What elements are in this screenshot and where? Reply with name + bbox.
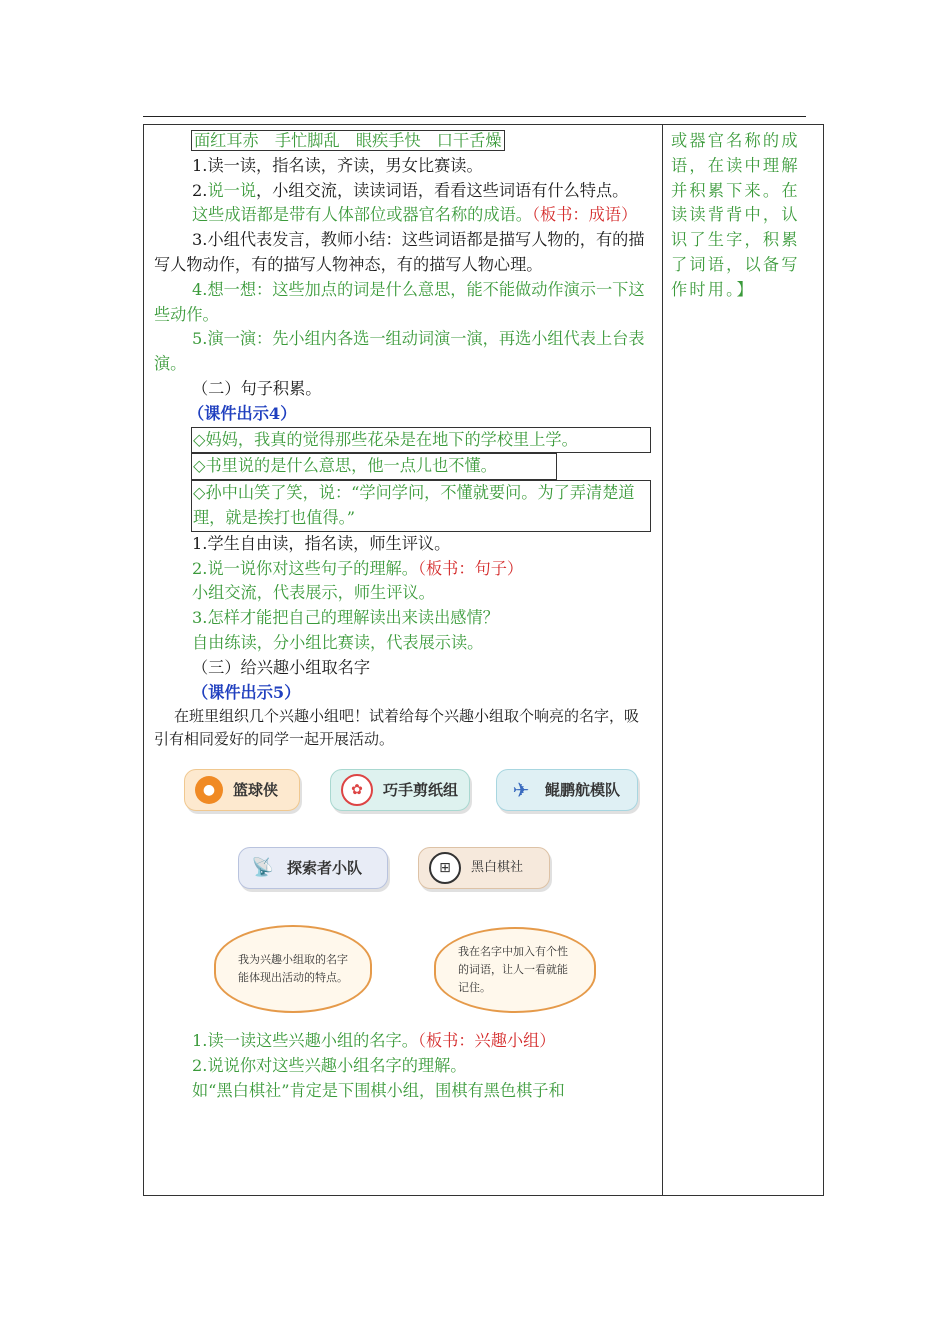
badge-explorer-label: 探索者小队 [287, 858, 363, 877]
step-say-answer [154, 203, 652, 228]
lesson-table [143, 124, 824, 1196]
header-rule [143, 116, 806, 117]
sentence-3: ◇孙中山笑了笑，说：“学问学问，不懂就要问。为了弄清楚道理，就是挨打也值得。” [193, 483, 635, 527]
badge-go-club [418, 847, 550, 889]
teaching-process-column [154, 129, 652, 1104]
sentence-2-box [191, 453, 557, 480]
group-example: 如“黑白棋社”肯定是下围棋小组，围棋有黑色棋子和 [192, 1080, 565, 1100]
group-read [154, 1029, 652, 1054]
design-intent-note: 或器官名称的成语，在读中理解并积累下来。在读读背背中，认识了生字，积累了词语，以备写作时用。】 [671, 131, 800, 299]
step-think: 4.想一想：这些加点的词是什么意思，能不能做动作演示一下这些动作。 [154, 279, 645, 324]
basketball-icon: ● [195, 776, 223, 804]
step-act: 5.演一演：先小组内各选一组动词演一演，再选小组代表上台表演。 [154, 329, 645, 374]
step-say [154, 179, 652, 204]
task-emotion: 3.怎样才能把自己的理解读出来读出感情？ [192, 608, 499, 628]
step-say-keyword: 说一说 [207, 180, 257, 200]
badge-papercut [330, 769, 470, 811]
task-explain-detail: 小组交流，代表展示，师生评议。 [192, 583, 435, 603]
papercut-icon: ✿ [341, 774, 373, 806]
airplane-icon: ✈ [512, 777, 530, 802]
speech-cloud-left [214, 925, 372, 1013]
badge-basketball [184, 769, 300, 811]
badge-explorer [238, 847, 388, 889]
badge-papercut-label: 巧手剪纸组 [383, 780, 459, 799]
activity-intro: 在班里组织几个兴趣小组吧！试着给每个兴趣小组取个响亮的名字，吸引有相同爱好的同学一起开展活动。 [154, 707, 640, 749]
step-say-text: ，小组交流，读读词语，看看这些词语有什么特点。 [256, 180, 629, 200]
speech-cloud-right-text: 我在名字中加入有个性的词语，让人一看就能记住。 [458, 945, 568, 995]
section-group-names: （三）给兴趣小组取名字 [192, 657, 371, 677]
speech-cloud-right [434, 927, 596, 1013]
step-summary: 3.小组代表发言，教师小结：这些词语都是描写人物的，有的描写人物动作，有的描写人物神态，有的描写人物心理。 [154, 230, 645, 274]
badge-go-club-label: 黑白棋社 [471, 859, 524, 875]
board-note-sentence: （板书：句子） [417, 558, 524, 578]
courseware-show-5: （课件出示5） [192, 682, 301, 702]
go-board-icon: ⊞ [429, 852, 461, 884]
speech-cloud-left-text: 我为兴趣小组取的名字能体现出活动的特点。 [238, 953, 348, 985]
group-explain: 2.说说你对这些兴趣小组名字的理解。 [192, 1056, 467, 1076]
section-sentences: （二）句子积累。 [192, 378, 322, 398]
badge-model-plane [496, 769, 638, 811]
sentence-2: ◇书里说的是什么意思，他一点儿也不懂。 [193, 456, 497, 476]
column-divider [662, 125, 663, 1195]
group-read-text: 1.读一读这些兴趣小组的名字。 [192, 1031, 418, 1051]
design-intent-column [671, 129, 818, 303]
idioms-row [154, 129, 652, 154]
task-explain-text: 2.说一说你对这些句子的理解。 [192, 558, 418, 578]
board-note-idiom: （板书：成语） [531, 205, 638, 225]
sentence-1-box [191, 427, 651, 454]
idioms-box: 面红耳赤 手忙脚乱 眼疾手快 口干舌燥 [191, 130, 505, 151]
badge-model-plane-label: 鲲鹏航模队 [545, 780, 621, 799]
sentence-3-box [191, 480, 651, 532]
answer-text: 这些成语都是带有人体部位或器官名称的成语。 [192, 205, 532, 225]
textbook-illustration [154, 751, 652, 1029]
step-say-num: 2. [192, 180, 208, 200]
task-read: 1.学生自由读，指名读，师生评议。 [192, 533, 451, 553]
courseware-show-4: （课件出示4） [188, 403, 297, 423]
badge-basketball-label: 篮球侠 [233, 780, 279, 799]
task-explain [154, 557, 652, 582]
board-note-group: （板书：兴趣小组） [417, 1031, 556, 1051]
satellite-dish-icon: 📡 [251, 856, 275, 878]
task-emotion-detail: 自由练读，分小组比赛读，代表展示读。 [192, 632, 484, 652]
step-read: 1.读一读，指名读，齐读，男女比赛读。 [192, 155, 483, 175]
sentence-1: ◇妈妈，我真的觉得那些花朵是在地下的学校里上学。 [193, 429, 578, 449]
